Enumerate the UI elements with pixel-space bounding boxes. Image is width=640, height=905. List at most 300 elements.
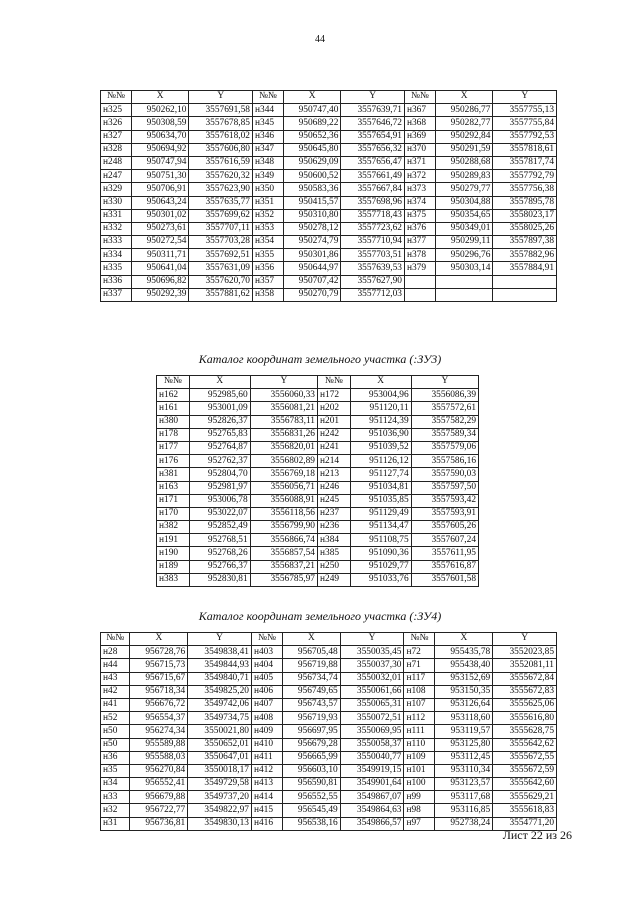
y-coordinate-cell: 3552023,85	[493, 646, 557, 659]
x-coordinate-cell: 956697,95	[282, 725, 340, 738]
y-coordinate-cell: 3549864,63	[340, 804, 404, 817]
point-id-cell: н245	[317, 494, 350, 507]
table-row	[101, 738, 557, 751]
table-row	[101, 209, 557, 222]
y-coordinate-cell: 3557692,51	[189, 249, 253, 262]
x-coordinate-cell: 950303,14	[435, 262, 493, 275]
x-coordinate-cell: 956715,67	[130, 672, 188, 685]
column-header: №№	[101, 91, 132, 104]
y-coordinate-cell	[493, 288, 557, 301]
y-coordinate-cell: 3557818,61	[493, 143, 557, 156]
x-coordinate-cell: 950583,36	[283, 183, 341, 196]
x-coordinate-cell: 953119,57	[435, 725, 493, 738]
y-coordinate-cell: 3556783,11	[250, 415, 317, 428]
point-id-cell: н111	[404, 725, 435, 738]
point-id-cell: н374	[404, 196, 435, 209]
x-coordinate-cell	[435, 275, 493, 288]
y-coordinate-cell: 3557881,62	[189, 288, 253, 301]
y-coordinate-cell: 3549844,93	[188, 659, 252, 672]
x-coordinate-cell: 950262,10	[131, 104, 189, 117]
point-id-cell: н370	[404, 143, 435, 156]
x-coordinate-cell: 951120,11	[350, 402, 411, 415]
y-coordinate-cell	[493, 275, 557, 288]
y-coordinate-cell: 3557611,95	[411, 547, 478, 560]
table-row	[157, 455, 479, 468]
y-coordinate-cell: 3556837,21	[250, 560, 317, 573]
y-coordinate-cell: 3555616,80	[493, 712, 557, 725]
point-id-cell: н41	[101, 698, 130, 711]
point-id-cell: н372	[404, 170, 435, 183]
x-coordinate-cell: 950689,22	[283, 117, 341, 130]
coordinates-table-1	[100, 90, 557, 302]
x-coordinate-cell: 956676,72	[130, 698, 188, 711]
x-coordinate-cell: 950706,91	[131, 183, 189, 196]
table-row	[101, 170, 557, 183]
y-coordinate-cell: 3555642,60	[493, 778, 557, 791]
y-coordinate-cell: 3550061,66	[340, 685, 404, 698]
column-header: №№	[317, 376, 350, 389]
x-coordinate-cell: 953118,60	[435, 712, 493, 725]
y-coordinate-cell: 3550069,95	[340, 725, 404, 738]
point-id-cell: н380	[157, 415, 190, 428]
y-coordinate-cell: 3557618,02	[189, 130, 253, 143]
x-coordinate-cell: 950301,02	[131, 209, 189, 222]
point-id-cell: н404	[251, 659, 282, 672]
y-coordinate-cell: 3557712,03	[341, 288, 405, 301]
point-id-cell: н347	[252, 143, 283, 156]
point-id-cell: н52	[101, 712, 130, 725]
x-coordinate-cell: 956554,37	[130, 712, 188, 725]
y-coordinate-cell: 3557699,62	[189, 209, 253, 222]
table-row	[101, 222, 557, 235]
x-coordinate-cell: 952830,81	[189, 573, 250, 586]
x-coordinate-cell: 951039,52	[350, 441, 411, 454]
y-coordinate-cell: 3557656,47	[341, 156, 405, 169]
point-id-cell: н241	[317, 441, 350, 454]
column-header: X	[130, 633, 188, 646]
x-coordinate-cell: 953150,35	[435, 685, 493, 698]
y-coordinate-cell: 3550035,45	[340, 646, 404, 659]
point-id-cell: н352	[252, 209, 283, 222]
table-row	[157, 428, 479, 441]
point-id-cell: н407	[251, 698, 282, 711]
x-coordinate-cell: 950270,79	[283, 288, 341, 301]
y-coordinate-cell: 3556857,54	[250, 547, 317, 560]
point-id-cell: н250	[317, 560, 350, 573]
y-coordinate-cell: 3557895,78	[493, 196, 557, 209]
y-coordinate-cell: 3549734,75	[188, 712, 252, 725]
x-coordinate-cell: 951033,76	[350, 573, 411, 586]
table-row	[101, 698, 557, 711]
x-coordinate-cell: 950747,40	[283, 104, 341, 117]
y-coordinate-cell: 3556088,91	[250, 494, 317, 507]
point-id-cell: н107	[404, 698, 435, 711]
y-coordinate-cell: 3557884,91	[493, 262, 557, 275]
point-id-cell: н100	[404, 778, 435, 791]
point-id-cell: н99	[404, 791, 435, 804]
point-id-cell: н379	[404, 262, 435, 275]
point-id-cell: н43	[101, 672, 130, 685]
point-id-cell: н367	[404, 104, 435, 117]
y-coordinate-cell: 3557792,53	[493, 130, 557, 143]
coordinates-table-zu3	[156, 375, 479, 587]
point-id-cell: н405	[251, 672, 282, 685]
point-id-cell: н408	[251, 712, 282, 725]
x-coordinate-cell: 950299,11	[435, 236, 493, 249]
x-coordinate-cell	[435, 288, 493, 301]
x-coordinate-cell: 955588,03	[130, 751, 188, 764]
y-coordinate-cell: 3557703,28	[189, 236, 253, 249]
point-id-cell: н31	[101, 817, 130, 830]
x-coordinate-cell: 952738,24	[435, 817, 493, 830]
y-coordinate-cell: 3557623,90	[189, 183, 253, 196]
table-row	[157, 494, 479, 507]
x-coordinate-cell: 951126,12	[350, 455, 411, 468]
point-id-cell: н246	[317, 481, 350, 494]
x-coordinate-cell: 951034,81	[350, 481, 411, 494]
x-coordinate-cell: 950288,68	[435, 156, 493, 169]
x-coordinate-cell: 951127,74	[350, 468, 411, 481]
x-coordinate-cell: 950349,01	[435, 222, 493, 235]
table-caption-zu4: Каталог координат земельного участка (:ЗУ4)	[198, 609, 442, 623]
table-row	[157, 481, 479, 494]
point-id-cell: н32	[101, 804, 130, 817]
y-coordinate-cell: 3557667,84	[341, 183, 405, 196]
table-header-row	[157, 376, 479, 389]
x-coordinate-cell: 952826,37	[189, 415, 250, 428]
y-coordinate-cell: 3550652,01	[188, 738, 252, 751]
y-coordinate-cell: 3557678,85	[189, 117, 253, 130]
x-coordinate-cell: 956545,49	[282, 804, 340, 817]
table-row	[101, 275, 557, 288]
y-coordinate-cell: 3557661,49	[341, 170, 405, 183]
x-coordinate-cell: 950273,61	[131, 222, 189, 235]
y-coordinate-cell: 3557755,13	[493, 104, 557, 117]
point-id-cell: н108	[404, 685, 435, 698]
point-id-cell: н177	[157, 441, 190, 454]
y-coordinate-cell: 3557792,79	[493, 170, 557, 183]
page-number: 44	[315, 34, 325, 45]
x-coordinate-cell: 956719,88	[282, 659, 340, 672]
y-coordinate-cell: 3557605,26	[411, 521, 478, 534]
point-id-cell: н357	[252, 275, 283, 288]
table-row	[101, 672, 557, 685]
table-row	[157, 560, 479, 573]
point-id-cell: н330	[101, 196, 132, 209]
point-id-cell: н413	[251, 778, 282, 791]
x-coordinate-cell: 951090,36	[350, 547, 411, 560]
point-id-cell: н236	[317, 521, 350, 534]
point-id-cell: н368	[404, 117, 435, 130]
point-id-cell: н71	[404, 659, 435, 672]
x-coordinate-cell: 950272,54	[131, 236, 189, 249]
y-coordinate-cell: 3557654,91	[341, 130, 405, 143]
x-coordinate-cell: 950694,92	[131, 143, 189, 156]
x-coordinate-cell: 953116,85	[435, 804, 493, 817]
y-coordinate-cell: 3557627,90	[341, 275, 405, 288]
x-coordinate-cell: 951035,85	[350, 494, 411, 507]
point-id-cell: н351	[252, 196, 283, 209]
x-coordinate-cell: 950301,86	[283, 249, 341, 262]
point-id-cell: н376	[404, 222, 435, 235]
point-id-cell: н337	[101, 288, 132, 301]
column-header: №№	[157, 376, 190, 389]
x-coordinate-cell: 956734,74	[282, 672, 340, 685]
point-id-cell: н249	[317, 573, 350, 586]
table-row	[101, 778, 557, 791]
column-header: X	[131, 91, 189, 104]
y-coordinate-cell: 3557691,58	[189, 104, 253, 117]
x-coordinate-cell: 950310,80	[283, 209, 341, 222]
y-coordinate-cell: 3557586,16	[411, 455, 478, 468]
column-header: X	[282, 633, 340, 646]
y-coordinate-cell: 3557616,87	[411, 560, 478, 573]
point-id-cell: н355	[252, 249, 283, 262]
y-coordinate-cell: 3557756,38	[493, 183, 557, 196]
sheet-number: Лист 22 из 26	[502, 828, 572, 842]
table-row	[101, 196, 557, 209]
point-id-cell: н415	[251, 804, 282, 817]
point-id-cell: н346	[252, 130, 283, 143]
point-id-cell: н213	[317, 468, 350, 481]
point-id-cell: н371	[404, 156, 435, 169]
x-coordinate-cell: 950292,39	[131, 288, 189, 301]
y-coordinate-cell: 3557755,84	[493, 117, 557, 130]
y-coordinate-cell: 3557656,32	[341, 143, 405, 156]
table-row	[157, 468, 479, 481]
y-coordinate-cell: 3549838,41	[188, 646, 252, 659]
y-coordinate-cell: 3549825,20	[188, 685, 252, 698]
point-id-cell: н33	[101, 791, 130, 804]
x-coordinate-cell: 950274,79	[283, 236, 341, 249]
y-coordinate-cell: 3549822,97	[188, 804, 252, 817]
point-id-cell: н381	[157, 468, 190, 481]
x-coordinate-cell: 951036,90	[350, 428, 411, 441]
x-coordinate-cell: 953022,07	[189, 507, 250, 520]
table-row	[101, 659, 557, 672]
point-id-cell: н345	[252, 117, 283, 130]
y-coordinate-cell: 3556086,39	[411, 389, 478, 402]
point-id-cell: н384	[317, 534, 350, 547]
x-coordinate-cell: 952804,70	[189, 468, 250, 481]
point-id-cell: н172	[317, 389, 350, 402]
point-id-cell: н162	[157, 389, 190, 402]
point-id-cell: н410	[251, 738, 282, 751]
y-coordinate-cell: 3557620,32	[189, 170, 253, 183]
point-id-cell: н406	[251, 685, 282, 698]
y-coordinate-cell: 3552081,11	[493, 659, 557, 672]
column-header: Y	[188, 633, 252, 646]
y-coordinate-cell: 3549830,13	[188, 817, 252, 830]
point-id-cell: н117	[404, 672, 435, 685]
column-header: №№	[252, 91, 283, 104]
table-row	[101, 183, 557, 196]
x-coordinate-cell: 950645,80	[283, 143, 341, 156]
table-row	[101, 751, 557, 764]
x-coordinate-cell: 956538,16	[282, 817, 340, 830]
table-row	[157, 415, 479, 428]
point-id-cell: н378	[404, 249, 435, 262]
point-id-cell: н161	[157, 402, 190, 415]
point-id-cell: н237	[317, 507, 350, 520]
x-coordinate-cell: 956274,34	[130, 725, 188, 738]
x-coordinate-cell: 950747,94	[131, 156, 189, 169]
x-coordinate-cell: 950696,82	[131, 275, 189, 288]
table-header-row	[101, 91, 557, 104]
table-row	[157, 507, 479, 520]
point-id-cell: н344	[252, 104, 283, 117]
x-coordinate-cell: 953006,78	[189, 494, 250, 507]
point-id-cell: н348	[252, 156, 283, 169]
column-header: №№	[404, 91, 435, 104]
point-id-cell: н385	[317, 547, 350, 560]
y-coordinate-cell: 3550065,31	[340, 698, 404, 711]
y-coordinate-cell: 3549919,15	[340, 764, 404, 777]
point-id-cell: н375	[404, 209, 435, 222]
point-id-cell: н248	[101, 156, 132, 169]
y-coordinate-cell: 3558023,17	[493, 209, 557, 222]
x-coordinate-cell: 951124,39	[350, 415, 411, 428]
point-id-cell: н163	[157, 481, 190, 494]
y-coordinate-cell: 3550037,30	[340, 659, 404, 672]
point-id-cell: н176	[157, 455, 190, 468]
x-coordinate-cell: 953126,64	[435, 698, 493, 711]
column-header: Y	[189, 91, 253, 104]
x-coordinate-cell: 955435,78	[435, 646, 493, 659]
point-id-cell: н50	[101, 738, 130, 751]
table-row	[157, 573, 479, 586]
y-coordinate-cell: 3550040,77	[340, 751, 404, 764]
point-id-cell: н358	[252, 288, 283, 301]
column-header: Y	[250, 376, 317, 389]
x-coordinate-cell: 953117,68	[435, 791, 493, 804]
table-row	[101, 249, 557, 262]
point-id-cell: н331	[101, 209, 132, 222]
x-coordinate-cell: 950415,57	[283, 196, 341, 209]
y-coordinate-cell: 3555672,83	[493, 685, 557, 698]
table-row	[157, 521, 479, 534]
point-id-cell: н109	[404, 751, 435, 764]
point-id-cell: н328	[101, 143, 132, 156]
x-coordinate-cell: 950634,70	[131, 130, 189, 143]
point-id-cell: н333	[101, 236, 132, 249]
y-coordinate-cell: 3557882,96	[493, 249, 557, 262]
y-coordinate-cell: 3557723,62	[341, 222, 405, 235]
x-coordinate-cell: 956679,28	[282, 738, 340, 751]
column-header: X	[435, 633, 493, 646]
point-id-cell: н334	[101, 249, 132, 262]
table-row	[101, 804, 557, 817]
table-row	[157, 547, 479, 560]
point-id-cell: н170	[157, 507, 190, 520]
y-coordinate-cell: 3550058,37	[340, 738, 404, 751]
y-coordinate-cell: 3549901,64	[340, 778, 404, 791]
y-coordinate-cell: 3556056,71	[250, 481, 317, 494]
table-row	[101, 156, 557, 169]
y-coordinate-cell: 3557593,42	[411, 494, 478, 507]
y-coordinate-cell: 3557582,29	[411, 415, 478, 428]
y-coordinate-cell: 3557607,24	[411, 534, 478, 547]
point-id-cell: н412	[251, 764, 282, 777]
point-id-cell: н403	[251, 646, 282, 659]
point-id-cell: н72	[404, 646, 435, 659]
x-coordinate-cell: 950296,76	[435, 249, 493, 262]
table-row	[101, 791, 557, 804]
x-coordinate-cell: 956679,88	[130, 791, 188, 804]
point-id-cell: н191	[157, 534, 190, 547]
table-row	[101, 143, 557, 156]
point-id-cell: н369	[404, 130, 435, 143]
y-coordinate-cell: 3556081,21	[250, 402, 317, 415]
y-coordinate-cell: 3557579,06	[411, 441, 478, 454]
y-coordinate-cell: 3557590,03	[411, 468, 478, 481]
y-coordinate-cell: 3556785,97	[250, 573, 317, 586]
x-coordinate-cell: 950278,12	[283, 222, 341, 235]
table-row	[101, 130, 557, 143]
y-coordinate-cell: 3555618,83	[493, 804, 557, 817]
point-id-cell: н242	[317, 428, 350, 441]
x-coordinate-cell: 950354,65	[435, 209, 493, 222]
x-coordinate-cell: 952766,37	[189, 560, 250, 573]
x-coordinate-cell: 952762,37	[189, 455, 250, 468]
x-coordinate-cell: 950291,59	[435, 143, 493, 156]
x-coordinate-cell: 952981,97	[189, 481, 250, 494]
column-header: Y	[411, 376, 478, 389]
y-coordinate-cell: 3550072,51	[340, 712, 404, 725]
point-id-cell: н42	[101, 685, 130, 698]
x-coordinate-cell: 953123,57	[435, 778, 493, 791]
point-id-cell: н350	[252, 183, 283, 196]
x-coordinate-cell: 950600,52	[283, 170, 341, 183]
x-coordinate-cell: 950282,77	[435, 117, 493, 130]
point-id-cell: н110	[404, 738, 435, 751]
x-coordinate-cell: 950641,04	[131, 262, 189, 275]
x-coordinate-cell: 956552,41	[130, 778, 188, 791]
point-id-cell: н335	[101, 262, 132, 275]
y-coordinate-cell: 3557616,59	[189, 156, 253, 169]
column-header: №№	[404, 633, 435, 646]
x-coordinate-cell: 953125,80	[435, 738, 493, 751]
x-coordinate-cell: 950292,84	[435, 130, 493, 143]
column-header: №№	[101, 633, 130, 646]
point-id-cell: н411	[251, 751, 282, 764]
x-coordinate-cell: 952768,51	[189, 534, 250, 547]
point-id-cell: н327	[101, 130, 132, 143]
table-row	[101, 104, 557, 117]
x-coordinate-cell: 950751,30	[131, 170, 189, 183]
column-header: Y	[493, 91, 557, 104]
x-coordinate-cell: 956736,81	[130, 817, 188, 830]
y-coordinate-cell: 3554771,20	[493, 817, 557, 830]
x-coordinate-cell: 956743,57	[282, 698, 340, 711]
column-header: Y	[341, 91, 405, 104]
y-coordinate-cell: 3557646,72	[341, 117, 405, 130]
table-row	[101, 725, 557, 738]
y-coordinate-cell: 3557589,34	[411, 428, 478, 441]
x-coordinate-cell: 953004,96	[350, 389, 411, 402]
y-coordinate-cell: 3555642,62	[493, 738, 557, 751]
y-coordinate-cell: 3557698,96	[341, 196, 405, 209]
column-header: Y	[340, 633, 404, 646]
point-id-cell: н382	[157, 521, 190, 534]
column-header: X	[283, 91, 341, 104]
x-coordinate-cell: 950707,42	[283, 275, 341, 288]
column-header: №№	[251, 633, 282, 646]
point-id-cell: н202	[317, 402, 350, 415]
x-coordinate-cell: 950652,36	[283, 130, 341, 143]
x-coordinate-cell: 950286,77	[435, 104, 493, 117]
y-coordinate-cell: 3549742,06	[188, 698, 252, 711]
